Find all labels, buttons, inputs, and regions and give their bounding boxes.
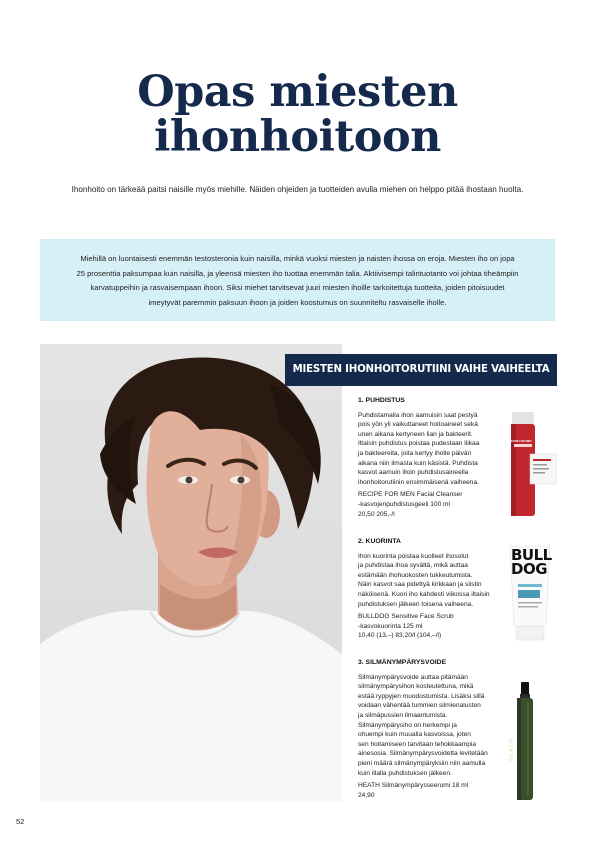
step-line: Puhdistamalla ihon aamuisin saat pestyä (358, 411, 478, 419)
page-title (0, 67, 595, 162)
step-line: ja bakteereita, joita kertyy iholle päivän (358, 449, 472, 457)
info-line: Miehillä on luontaisesti enemmän testosteronia kuin naisilla, minkä vuoksi miesten ja naisten ihossa on eroja. Miesten iho on jopa (80, 254, 515, 263)
step-line: ihonhoitorutiinin ensimmäisenä vaiheena. (358, 478, 479, 486)
title-line-2: ihonhoitoon (154, 112, 441, 162)
eye-serum-product-image (513, 682, 537, 802)
step-line: Silmänympärysiho on herkempi ja (358, 721, 457, 729)
step-heading: 2. KUORINTA (358, 538, 401, 545)
step-line: kasvot aamuin illoin puhdistusaineella (358, 469, 469, 477)
step-line: estää ryppyjen muodostumista. Lisäksi sillä (358, 692, 485, 700)
product-description: -kasvojenpuhdistusgeeli 100 ml (358, 500, 451, 508)
intro-text: Ihonhoito on tärkeää paitsi naisille myös miehille. Näiden ohjeiden ja tuotteiden avulla miehen on helppo pitää ihostaan huolta. (71, 185, 524, 194)
step-line: pieni määrä silmänympäryksiin niin aamulla (358, 759, 486, 767)
step-heading: 3. SILMÄNYMPÄRYSVOIDE (358, 659, 447, 666)
serum-brand-label: HEATH (509, 737, 515, 762)
step-exfoliation (358, 537, 498, 641)
scrub-brand-line: BULL (511, 546, 552, 564)
man-portrait-image (40, 344, 342, 802)
step-line: unen aikana kertyneen lian ja bakteerit. (358, 430, 473, 438)
step-line: kuin illalla puhdistuksen jälkeen. (358, 769, 452, 777)
info-line: karvatuppeihin ja rasvaisempaan ihoon. Siksi miehet tarvitsevat juuri miesten ihoille tarkoitettuja tuotteita, joiden pitoisuudet (90, 283, 505, 292)
portrait-photo (40, 344, 342, 802)
step-line: ja puhdistaa ihoa syvältä, mikä auttaa (358, 562, 468, 570)
cleanser-product-image (506, 410, 558, 520)
step-line: Näin kasvot saa pidettyä kirkkaan ja siistin (358, 581, 482, 589)
step-line: sen hoitamiseen tarvitaan tehokkaampia (358, 740, 477, 748)
product-name: RECIPE FOR MEN Facial Cleanser (358, 491, 463, 499)
step-line: pois yön yli vaikuttaneet hoitoaineet sekä (358, 421, 478, 429)
step-line: Ihon kuorinta poistaa kuolleet ihosolut (358, 552, 469, 560)
step-line: aikana niin ilmasta kuin käsistä. Puhdista (358, 459, 478, 467)
step-cleansing (358, 396, 498, 519)
step-line: ja silmäpussien ilmaantumista. (358, 711, 448, 719)
step-line: voidaan vähentää tummien silmienalusten (358, 702, 481, 710)
product-price: 10,40 (13,–) 83,20/l (104,–/l) (358, 632, 442, 640)
step-line: estämään ihohuokosten tukkeutumista. (358, 571, 473, 579)
step-line: näköisenä. Kuori iho kahdesti viikossa iltaisin (358, 590, 490, 598)
product-price: 24,90 (358, 791, 375, 799)
product-name: BULLDOG Sensitive Face Scrub (358, 613, 454, 621)
step-eye-cream (358, 658, 498, 800)
step-heading: 1. PUHDISTUS (358, 397, 405, 404)
page-number: 52 (16, 817, 25, 826)
info-line: imeytyvät paremmin paksuun ihoon ja joiden koostumus on suunniteltu rasvaiselle iholle. (148, 297, 447, 307)
title-line-1: Opas miesten (137, 67, 458, 117)
product-description: -kasvokuorinta 125 ml (358, 622, 423, 630)
product-price: 20,50 205,-/l (358, 510, 395, 518)
cleanser-brand-label: RECIPE FOR MEN (509, 440, 532, 443)
routine-banner: MIESTEN IHONHOITORUTIINI VAIHE VAIHEELTA (285, 354, 557, 386)
info-box (40, 239, 555, 321)
step-line: Iltaisin puhdistus poistaa pudestaan liikaa (358, 440, 480, 448)
scrub-brand-line: DOG (511, 560, 548, 578)
info-line: 25 prosenttia paksumpaa kuin naisilla, ja yleensä miesten iho tuottaa enemmän talia. Aktiivisempi talintuotanto voi johtaa tiheämpiin (76, 268, 519, 278)
step-line: ainesosia. Silmänympärysvoidetta levitetään (358, 750, 488, 758)
step-line: silmänympärysihon kosteutettuna, mikä (358, 683, 474, 691)
step-line: ohuempi kuin muualla kasvoissa, joten (358, 731, 471, 739)
scrub-brand-logo (511, 546, 552, 578)
product-name: HEATH Silmänympärysseerumi 18 ml (358, 782, 469, 790)
step-line: Silmänympärysvoide auttaa pitämään (358, 673, 468, 681)
step-line: puhdistuksen jälkeen toisena vaiheena. (358, 600, 474, 608)
